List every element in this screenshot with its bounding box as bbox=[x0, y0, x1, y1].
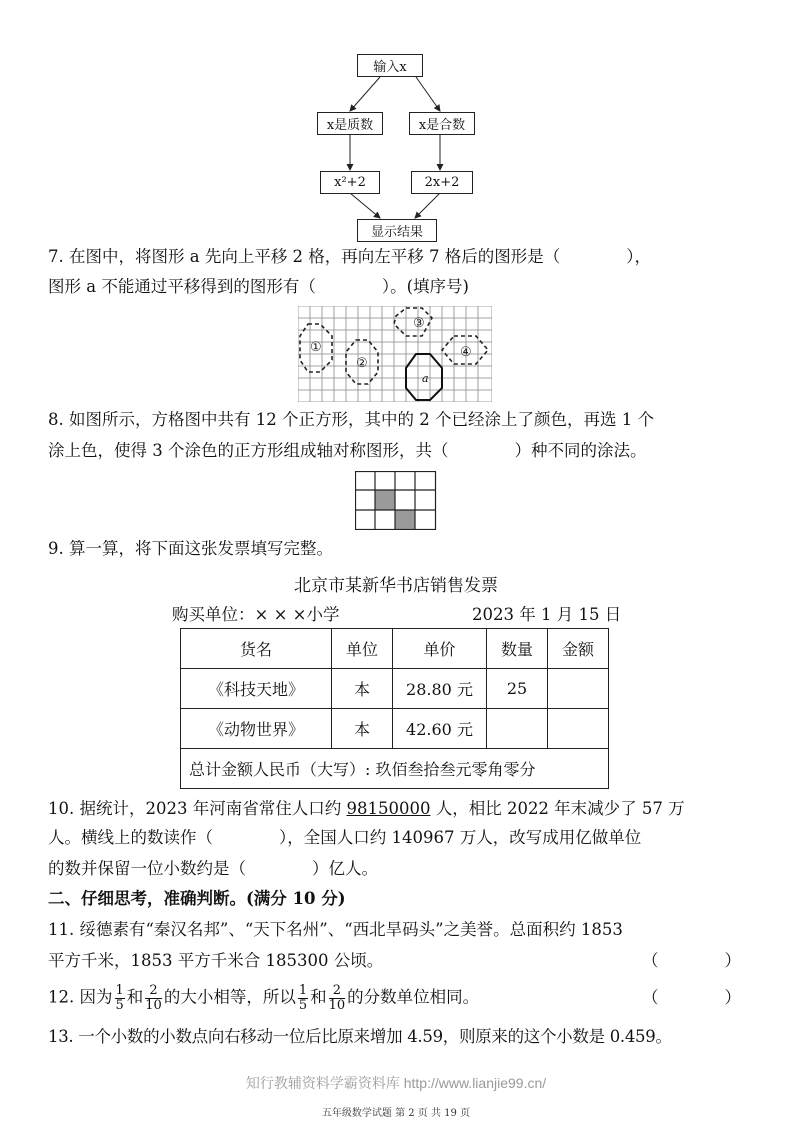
frac-denominator: 5 bbox=[115, 997, 124, 1013]
q7-grid-figure bbox=[298, 306, 492, 402]
total-row bbox=[181, 749, 609, 789]
q10-line2: 人。横线上的数读作（ ），全国人口约 140967 万人，改写成用亿做单位 bbox=[48, 828, 642, 847]
q10-line1-a: 10. 据统计，2023 年河南省常住人口约 bbox=[48, 799, 347, 818]
cell: 《科技天地》 bbox=[181, 669, 332, 709]
cell bbox=[487, 709, 548, 749]
q8-line1: 8. 如图所示，方格图中共有 12 个正方形，其中的 2 个已经涂上了颜色，再选 1 个 bbox=[48, 410, 654, 429]
q11-line2: 平方千米，1853 平方千米合 185300 公顷。 bbox=[48, 951, 384, 970]
invoice-table bbox=[180, 628, 609, 789]
flow-left-op-box: x²+2 bbox=[320, 171, 380, 194]
q8-grid-figure bbox=[355, 471, 437, 530]
q10-underlined-number: 98150000 bbox=[346, 799, 431, 818]
header-cell: 货名 bbox=[181, 629, 332, 669]
q10-line1 bbox=[48, 801, 685, 818]
header-cell: 单价 bbox=[393, 629, 487, 669]
cell bbox=[548, 709, 609, 749]
q13-line: 13. 一个小数的小数点向右移动一位后比原来增加 4.59，则原来的这个小数是 0.459。 bbox=[48, 1027, 672, 1046]
fraction-2-10 bbox=[329, 984, 346, 1012]
q10-line3: 的数并保留一位小数约是（ ）亿人。 bbox=[48, 859, 378, 878]
flow-prime-box: x是质数 bbox=[317, 112, 383, 135]
frac-denominator: 10 bbox=[328, 997, 346, 1013]
q12-answer-paren: （ ） bbox=[642, 988, 741, 1007]
frac-numerator: 1 bbox=[298, 983, 308, 998]
header-cell: 数量 bbox=[487, 629, 548, 669]
q12-text-d: 和 bbox=[310, 987, 327, 1007]
cell: 本 bbox=[332, 669, 393, 709]
header-cell: 金额 bbox=[548, 629, 609, 669]
frac-denominator: 10 bbox=[145, 997, 162, 1013]
invoice-title: 北京市某新华书店销售发票 bbox=[294, 576, 498, 596]
q11-line1: 11. 绥德素有“秦汉名邦”、“天下名州”、“西北旱码头”之美誉。总面积约 1853 bbox=[48, 920, 623, 939]
shape-1-label: ① bbox=[310, 340, 322, 355]
q12-text-e: 的分数单位相同。 bbox=[347, 987, 480, 1007]
frac-denominator: 5 bbox=[298, 997, 308, 1013]
q10-line1-b: 人，相比 2022 年末减少了 57 万 bbox=[430, 799, 685, 818]
q12-text-a: 12. 因为 bbox=[48, 987, 113, 1007]
page-number: 五年级数学试题 第 2 页 共 19 页 bbox=[321, 1108, 471, 1119]
q12-text-c: 的大小相等，所以 bbox=[163, 987, 296, 1007]
table-row bbox=[181, 669, 609, 709]
cell bbox=[548, 669, 609, 709]
q8-line2: 涂上色，使得 3 个涂色的正方形组成轴对称图形，共（ ）种不同的涂法。 bbox=[48, 441, 647, 460]
shape-3-label: ③ bbox=[413, 316, 425, 331]
flow-right-op-box: 2x+2 bbox=[411, 171, 473, 194]
cell: 25 bbox=[487, 669, 548, 709]
shaded-square-2 bbox=[395, 510, 415, 529]
frac-numerator: 2 bbox=[145, 984, 162, 999]
q7-line1: 7. 在图中，将图形 a 先向上平移 2 格，再向左平移 7 格后的图形是（ ）， bbox=[48, 247, 652, 266]
q7-line2: 图形 a 不能通过平移得到的图形有（ ）。(填序号) bbox=[48, 277, 469, 296]
invoice-date: 2023 年 1 月 15 日 bbox=[472, 605, 622, 624]
fraction-1-5 bbox=[298, 984, 308, 1012]
cell: 《动物世界》 bbox=[181, 709, 332, 749]
q12-line bbox=[48, 984, 479, 1012]
invoice-total: 总计金额人民币（大写）: 玖佰叁拾叁元零角零分 bbox=[181, 749, 609, 789]
cell: 28.80 元 bbox=[393, 669, 487, 709]
flowchart-arrows bbox=[300, 50, 500, 245]
section2-heading: 二、仔细思考，准确判断。(满分 10 分) bbox=[48, 889, 346, 908]
flow-output-box: 显示结果 bbox=[357, 219, 437, 242]
q9-line1: 9. 算一算，将下面这张发票填写完整。 bbox=[48, 539, 333, 558]
q8-grid-lines bbox=[355, 471, 436, 530]
shaded-square-1 bbox=[375, 490, 395, 510]
cell: 42.60 元 bbox=[393, 709, 487, 749]
header-cell: 单位 bbox=[332, 629, 393, 669]
fraction-1-5 bbox=[115, 984, 125, 1012]
fraction-2-10 bbox=[145, 984, 162, 1012]
invoice-buyer: 购买单位：× × ×小学 bbox=[172, 605, 340, 624]
shape-4-label: ④ bbox=[460, 345, 472, 360]
cell: 本 bbox=[332, 709, 393, 749]
frac-numerator: 1 bbox=[115, 983, 124, 998]
shape-2-label: ② bbox=[356, 356, 368, 371]
q12-text-b: 和 bbox=[126, 987, 144, 1007]
flow-input-box: 输入x bbox=[357, 54, 423, 77]
frac-numerator: 2 bbox=[329, 984, 346, 999]
flow-composite-box: x是合数 bbox=[409, 112, 475, 135]
q11-answer-paren: （ ） bbox=[642, 951, 741, 970]
shape-a-label: a bbox=[422, 372, 429, 385]
watermark-text: 知行教辅资料学霸资料库 http://www.lianjie99.cn/ bbox=[245, 1075, 547, 1091]
table-row bbox=[181, 709, 609, 749]
invoice-header-row bbox=[181, 629, 609, 669]
